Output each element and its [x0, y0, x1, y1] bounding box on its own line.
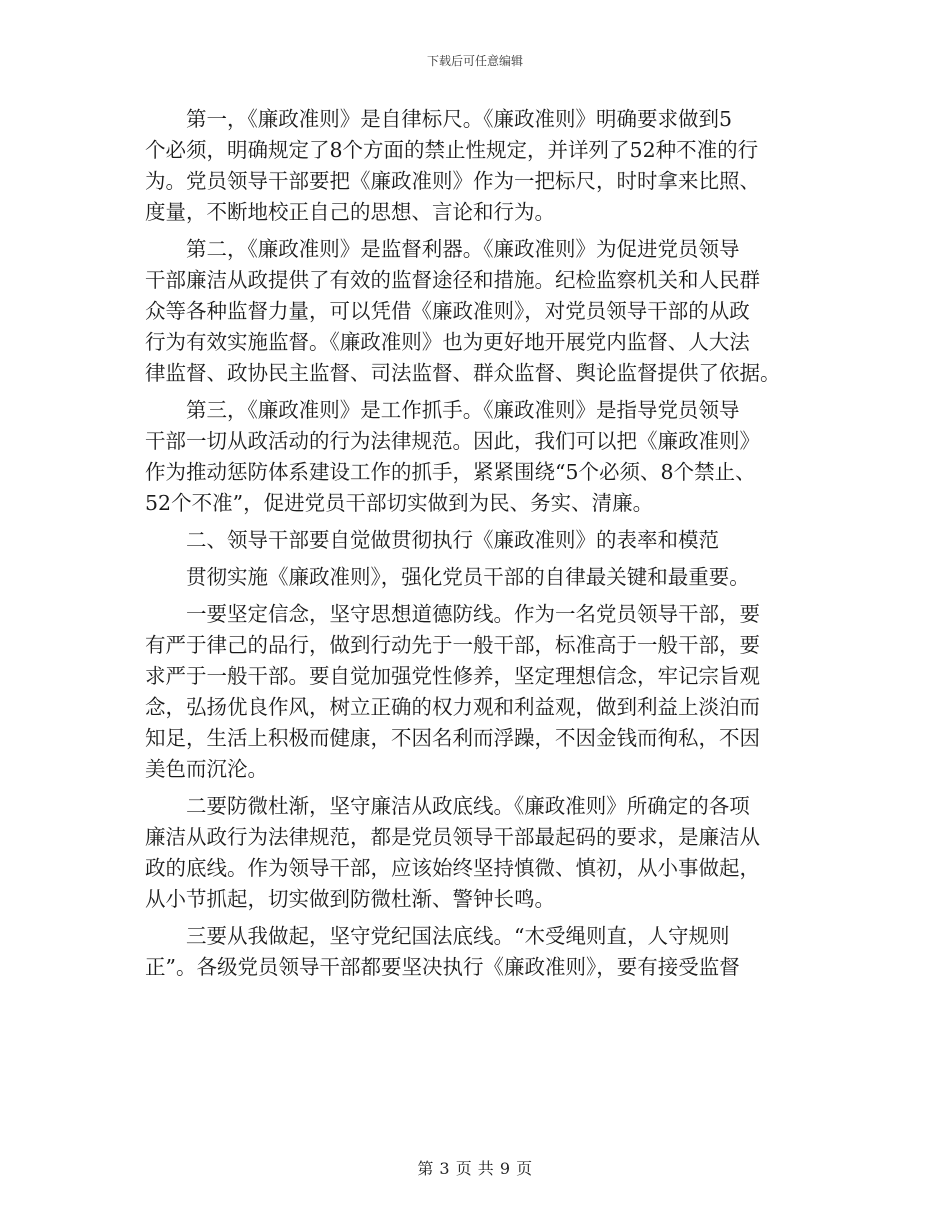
text-line: 三要从我做起，坚守党纪国法底线。“木受绳则直，人守规则	[145, 924, 730, 948]
text-line: 求严于一般干部。要自觉加强党性修养，坚定理想信念，牢记宗旨观	[145, 664, 760, 688]
paragraph-6	[145, 599, 805, 785]
text-line: 作为推动惩防体系建设工作的抓手，紧紧围绕“5个必须、8个禁止、	[145, 460, 756, 484]
paragraph-8	[145, 921, 805, 983]
text-line: 行为有效实施监督。《廉政准则》也为更好地开展党内监督、人大法	[145, 330, 750, 354]
page-footer: 第 3 页 共 9 页	[417, 1159, 533, 1178]
text-line: 度量，不断地校正自己的思想、言论和行为。	[145, 200, 555, 224]
text-line: 个必须，明确规定了8个方面的禁止性规定，并详列了52种不准的行	[145, 138, 759, 162]
paragraph-1	[145, 104, 805, 228]
text-line: 干部一切从政活动的行为法律规范。因此，我们可以把《廉政准则》	[145, 429, 760, 453]
text-line: 政的底线。作为领导干部，应该始终坚持慎微、慎初，从小事做起，	[145, 856, 760, 880]
text-line: 52个不准”，促进党员干部切实做到为民、务实、清廉。	[145, 491, 654, 515]
text-line: 众等各种监督力量，可以凭借《廉政准则》，对党员领导干部的从政	[145, 299, 750, 323]
document-body	[145, 104, 805, 989]
text-line: 美色而沉沦。	[145, 757, 268, 781]
text-line: 知足，生活上积极而健康，不因名利而浮躁，不因金钱而徇私，不因	[145, 726, 760, 750]
text-line: 二要防微杜渐，坚守廉洁从政底线。《廉政准则》所确定的各项	[145, 794, 750, 818]
text-line: 廉洁从政行为法律规范，都是党员领导干部最起码的要求，是廉洁从	[145, 825, 760, 849]
paragraph-5	[145, 562, 805, 593]
text-line: 正”。各级党员领导干部都要坚决执行《廉政准则》，要有接受监督	[145, 955, 740, 979]
text-line: 有严于律己的品行，做到行动先于一般干部，标准高于一般干部，要	[145, 633, 760, 657]
text-line: 贯彻实施《廉政准则》，强化党员干部的自律最关键和最重要。	[145, 565, 750, 589]
text-line: 第三，《廉政准则》是工作抓手。《廉政准则》是指导党员领导	[145, 398, 740, 422]
paragraph-3	[145, 395, 805, 519]
page-header: 下载后可任意编辑	[426, 54, 523, 68]
paragraph-7	[145, 791, 805, 915]
paragraph-2	[145, 234, 805, 389]
text-line: 干部廉洁从政提供了有效的监督途径和措施。纪检监察机关和人民群	[145, 268, 760, 292]
heading-line: 二、领导干部要自觉做贯彻执行《廉政准则》的表率和模范	[145, 528, 719, 552]
section-heading	[145, 525, 805, 556]
text-line: 从小节抓起，切实做到防微杜渐、警钟长鸣。	[145, 887, 555, 911]
text-line: 为。党员领导干部要把《廉政准则》作为一把标尺，时时拿来比照、	[145, 169, 760, 193]
text-line: 律监督、政协民主监督、司法监督、群众监督、舆论监督提供了依据。	[145, 361, 781, 385]
text-line: 念，弘扬优良作风，树立正确的权力观和利益观，做到利益上淡泊而	[145, 695, 760, 719]
text-line: 第一，《廉政准则》是自律标尺。《廉政准则》明确要求做到5	[145, 107, 733, 131]
text-line: 第二，《廉政准则》是监督利器。《廉政准则》为促进党员领导	[145, 237, 740, 261]
text-line: 一要坚定信念，坚守思想道德防线。作为一名党员领导干部，要	[145, 602, 760, 626]
